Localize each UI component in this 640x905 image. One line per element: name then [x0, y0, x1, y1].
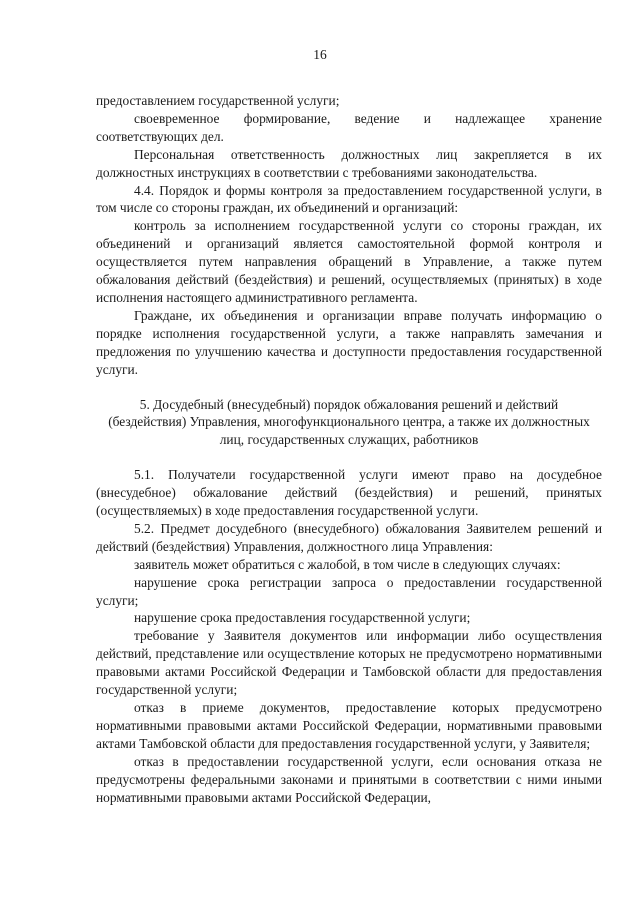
paragraph: Персональная ответственность должностных лиц закрепляется в их должностных инструкциях в соответствии с требованиями законодательства.: [96, 146, 602, 180]
paragraph: требование у Заявителя документов или информации либо осуществления действий, представление или осуществление которых не предусмотрено нормативными правовыми актами Российской Федерации и Тамбовской области для предоставления государственной услуги;: [96, 628, 602, 698]
paragraph: 5.2. Предмет досудебного (внесудебного) обжалования Заявителем решений и действий (бездействия) Управления, должностного лица Управления:: [96, 520, 602, 554]
paragraph: Граждане, их объединения и организации вправе получать информацию о порядке исполнения государственной услуги, а также направлять замечания и предложения по улучшению качества и доступности предоставления государственной услуги.: [96, 307, 602, 377]
paragraph: отказ в приеме документов, предоставление которых предусмотрено нормативными правовыми актами Российской Федерации, нормативными правовыми актами Тамбовской области для предоставления государственной услуги, у Заявителя;: [96, 700, 602, 751]
paragraph: нарушение срока регистрации запроса о предоставлении государственной услуги;: [96, 574, 602, 608]
paragraph: 5.1. Получатели государственной услуги имеют право на досудебное (внесудебное) обжалование действий (бездействия) и решений, принятых (осуществляемых) в ходе предоставления государственной услуги.: [96, 467, 602, 519]
paragraph: предоставлением государственной услуги;: [96, 93, 340, 108]
page-number: 16: [313, 47, 327, 62]
paragraph: заявитель может обратиться с жалобой, в том числе в следующих случаях:: [134, 556, 561, 572]
paragraph: своевременное формирование, ведение и надлежащее хранение соответствующих дел.: [96, 110, 602, 144]
paragraph: 4.4. Порядок и формы контроля за предоставлением государственной услуги, в том числе со стороны граждан, их объединений и организаций:: [96, 182, 602, 216]
paragraph: контроль за исполнением государственной услуги со стороны граждан, их объединений и организаций является самостоятельной формой контроля и осуществляется путем направления обращений в Управление, а также путем обжалования действий (бездействия) и решений, осуществляемых (принятых) в ходе исполнения настоящего административного регламента.: [96, 218, 602, 305]
paragraph: нарушение срока предоставления государственной услуги;: [134, 610, 471, 626]
paragraph: отказ в предоставлении государственной услуги, если основания отказа не предусмотрены федеральными законами и принятыми в соответствии с ними иными нормативными правовыми актами Российской Федерации,: [96, 753, 602, 805]
section-heading: 5. Досудебный (внесудебный) порядок обжалования решений и действий (бездействия) Управления, многофункционального центра, а также их должностных лиц, государственных служащих, работников: [108, 396, 590, 448]
document-body: [96, 92, 602, 806]
